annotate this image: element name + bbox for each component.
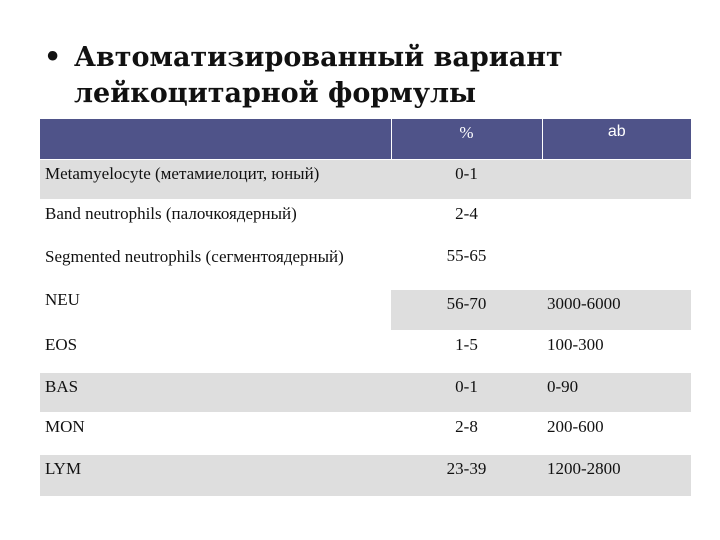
- cell-percent: 0-1: [391, 372, 542, 412]
- cell-absolute: [542, 199, 691, 241]
- cell-absolute: 0-90: [542, 372, 691, 412]
- bullet-marker: •: [44, 42, 62, 73]
- table-row: [40, 289, 691, 330]
- cell-name: MON: [40, 412, 391, 454]
- cell-absolute: 1200-2800: [542, 454, 691, 496]
- cell-percent: 2-8: [391, 412, 542, 454]
- cell-percent: 55-65: [391, 241, 542, 289]
- table-row: [40, 241, 691, 289]
- header-name: [40, 119, 391, 159]
- cell-absolute: [542, 159, 691, 199]
- cell-absolute: 100-300: [542, 330, 691, 372]
- cell-absolute: 200-600: [542, 412, 691, 454]
- table-row: [40, 372, 691, 412]
- header-absolute: ab: [542, 119, 691, 159]
- cell-percent: 1-5: [391, 330, 542, 372]
- table-row: [40, 412, 691, 454]
- cell-percent: 2-4: [391, 199, 542, 241]
- cell-percent: 0-1: [391, 159, 542, 199]
- cell-percent: 23-39: [391, 454, 542, 496]
- cell-name: Metamyelocyte (метамиелоцит, юный): [40, 159, 391, 199]
- leukocyte-formula-table: [40, 119, 691, 496]
- cell-percent: 56-70: [391, 289, 542, 330]
- table-row: [40, 454, 691, 496]
- cell-name: Segmented neutrophils (сегментоядерный): [40, 241, 391, 289]
- table-row: [40, 199, 691, 241]
- title-line-1: Автоматизированный вариант: [74, 42, 563, 73]
- table-row: [40, 330, 691, 372]
- cell-absolute: 3000-6000: [542, 289, 691, 330]
- slide-title: [44, 40, 684, 112]
- header-percent: %: [391, 119, 542, 159]
- table-header-row: [40, 119, 691, 159]
- cell-name: LYM: [40, 454, 391, 496]
- cell-name: Band neutrophils (палочкоядерный): [40, 199, 391, 241]
- cell-absolute: [542, 241, 691, 289]
- title-line-2: лейкоцитарной формулы: [74, 78, 477, 109]
- cell-name: NEU: [40, 289, 391, 330]
- table-row: [40, 159, 691, 199]
- cell-name: EOS: [40, 330, 391, 372]
- cell-name: BAS: [40, 372, 391, 412]
